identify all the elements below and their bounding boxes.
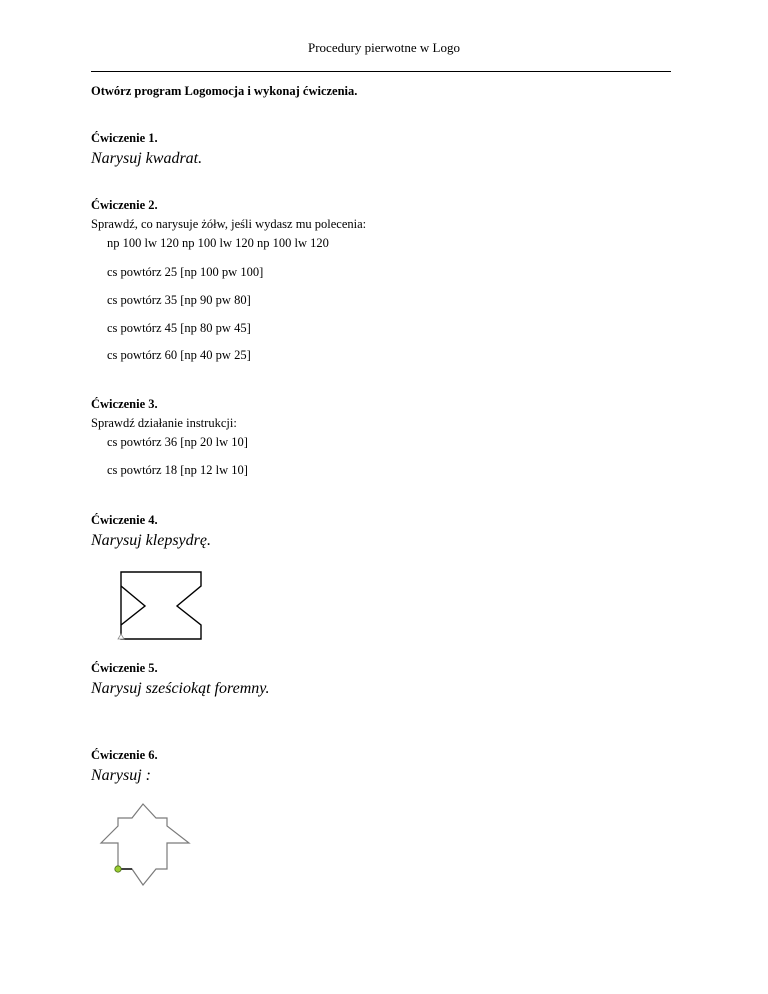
hourglass-outline xyxy=(121,572,201,639)
star-outline xyxy=(101,804,189,885)
page-header: Procedury pierwotne w Logo xyxy=(308,40,460,55)
exercise-3-text: Sprawdź działanie instrukcji: xyxy=(91,416,237,430)
exercise-2-command-5: cs powtórz 60 [np 40 pw 25] xyxy=(107,348,251,362)
exercise-2-command-1: np 100 lw 120 np 100 lw 120 np 100 lw 120 xyxy=(107,236,329,250)
exercise-2-text: Sprawdź, co narysuje żółw, jeśli wydasz mu polecenia: xyxy=(91,217,367,231)
exercise-2-command-3: cs powtórz 35 [np 90 pw 80] xyxy=(107,293,251,307)
exercise-5-title: Ćwiczenie 5. xyxy=(91,661,158,675)
exercise-3-title: Ćwiczenie 3. xyxy=(91,397,158,411)
exercise-4-title: Ćwiczenie 4. xyxy=(91,513,158,527)
exercise-4-task: Narysuj klepsydrę. xyxy=(91,532,211,549)
exercise-2-command-4: cs powtórz 45 [np 80 pw 45] xyxy=(107,321,251,335)
exercise-1-task: Narysuj kwadrat. xyxy=(91,150,203,167)
exercise-2-title: Ćwiczenie 2. xyxy=(91,198,158,212)
exercise-2-command-2: cs powtórz 25 [np 100 pw 100] xyxy=(107,265,264,279)
exercise-6-title: Ćwiczenie 6. xyxy=(91,748,158,762)
intro-instruction: Otwórz program Logomocja i wykonaj ćwiczenia. xyxy=(91,84,358,98)
exercise-3-command-2: cs powtórz 18 [np 12 lw 10] xyxy=(107,463,248,477)
exercise-3-command-1: cs powtórz 36 [np 20 lw 10] xyxy=(107,435,248,449)
hourglass-left-notch xyxy=(121,586,145,625)
exercise-6-task: Narysuj : xyxy=(91,767,151,784)
header-rule xyxy=(91,71,671,72)
turtle-icon xyxy=(118,634,124,639)
exercise-5-task: Narysuj sześciokąt foremny. xyxy=(91,680,270,697)
exercise-1-title: Ćwiczenie 1. xyxy=(91,131,158,145)
turtle-icon xyxy=(115,866,121,872)
